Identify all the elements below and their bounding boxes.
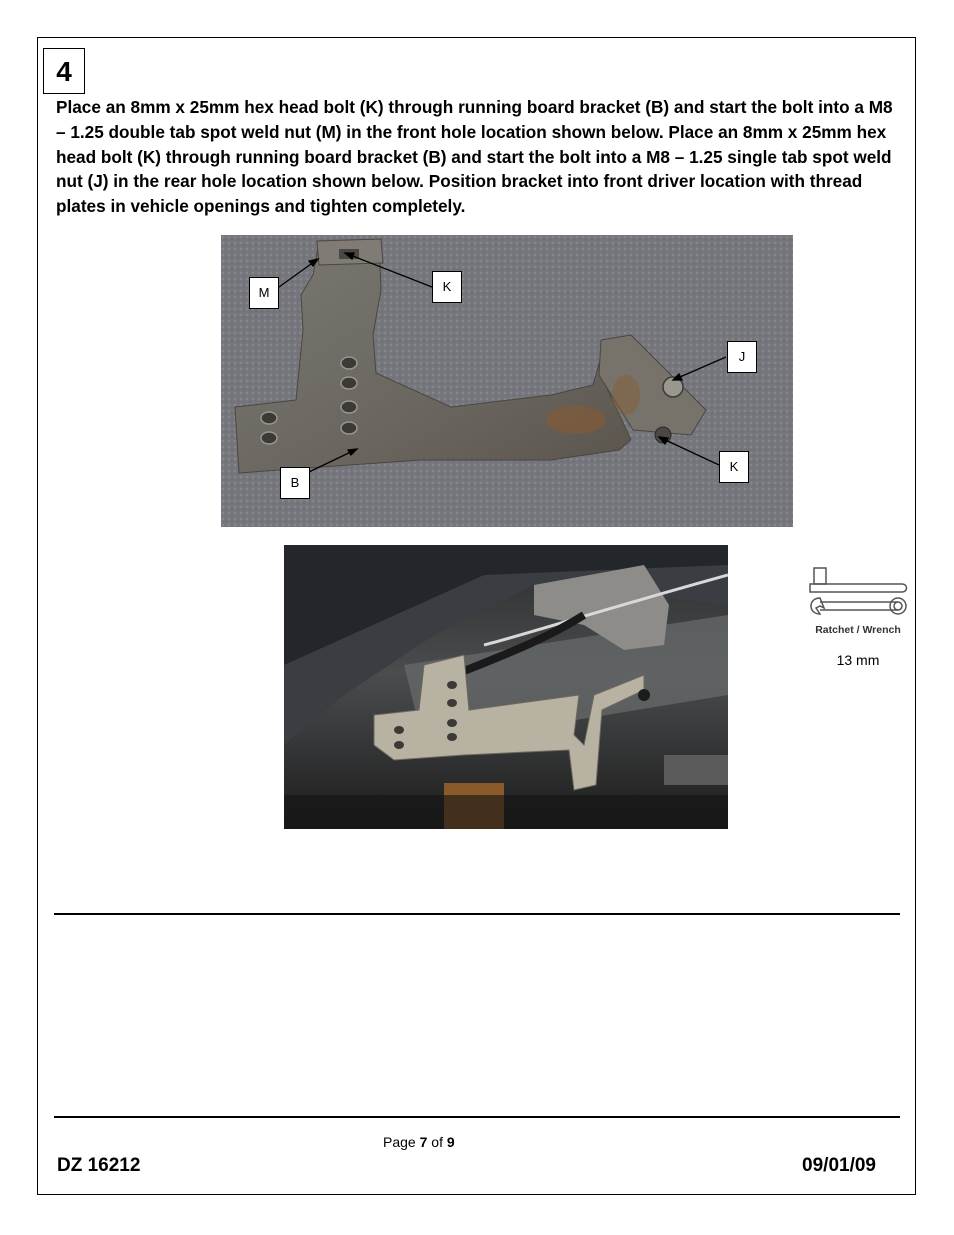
- divider-bottom: [54, 1116, 900, 1118]
- callout-b: B: [280, 467, 310, 499]
- page-prefix: Page: [383, 1134, 420, 1150]
- divider-top: [54, 913, 900, 915]
- callout-j: J: [727, 341, 757, 373]
- callout-k-bottom: K: [719, 451, 749, 483]
- installed-bracket-photo: [284, 545, 728, 829]
- tool-caption: Ratchet / Wrench: [815, 624, 901, 636]
- tool-size: 13 mm: [836, 652, 880, 668]
- step-number: 4: [43, 48, 85, 94]
- page-of: of: [427, 1134, 447, 1150]
- page-total: 9: [446, 1134, 455, 1150]
- page-indicator: [383, 1134, 455, 1150]
- instructions-text: Place an 8mm x 25mm hex head bolt (K) through running board bracket (B) and start the bolt into a M8 – 1.25 double tab spot weld nut (M) in the front hole location shown below. Place an 8mm x 25mm hex head bolt (K) through running board bracket (B) and start the bolt into a M8 – 1.25 single tab spot weld nut (J) in the rear hole location shown below. Position bracket into front driver location with thread plates in vehicle openings and tighten completely.: [56, 97, 893, 217]
- callout-k-top: K: [432, 271, 462, 303]
- page-current: 7: [419, 1134, 428, 1150]
- callout-m: M: [249, 277, 279, 309]
- document-id: DZ 16212: [57, 1155, 141, 1176]
- document-date: 09/01/09: [802, 1155, 876, 1176]
